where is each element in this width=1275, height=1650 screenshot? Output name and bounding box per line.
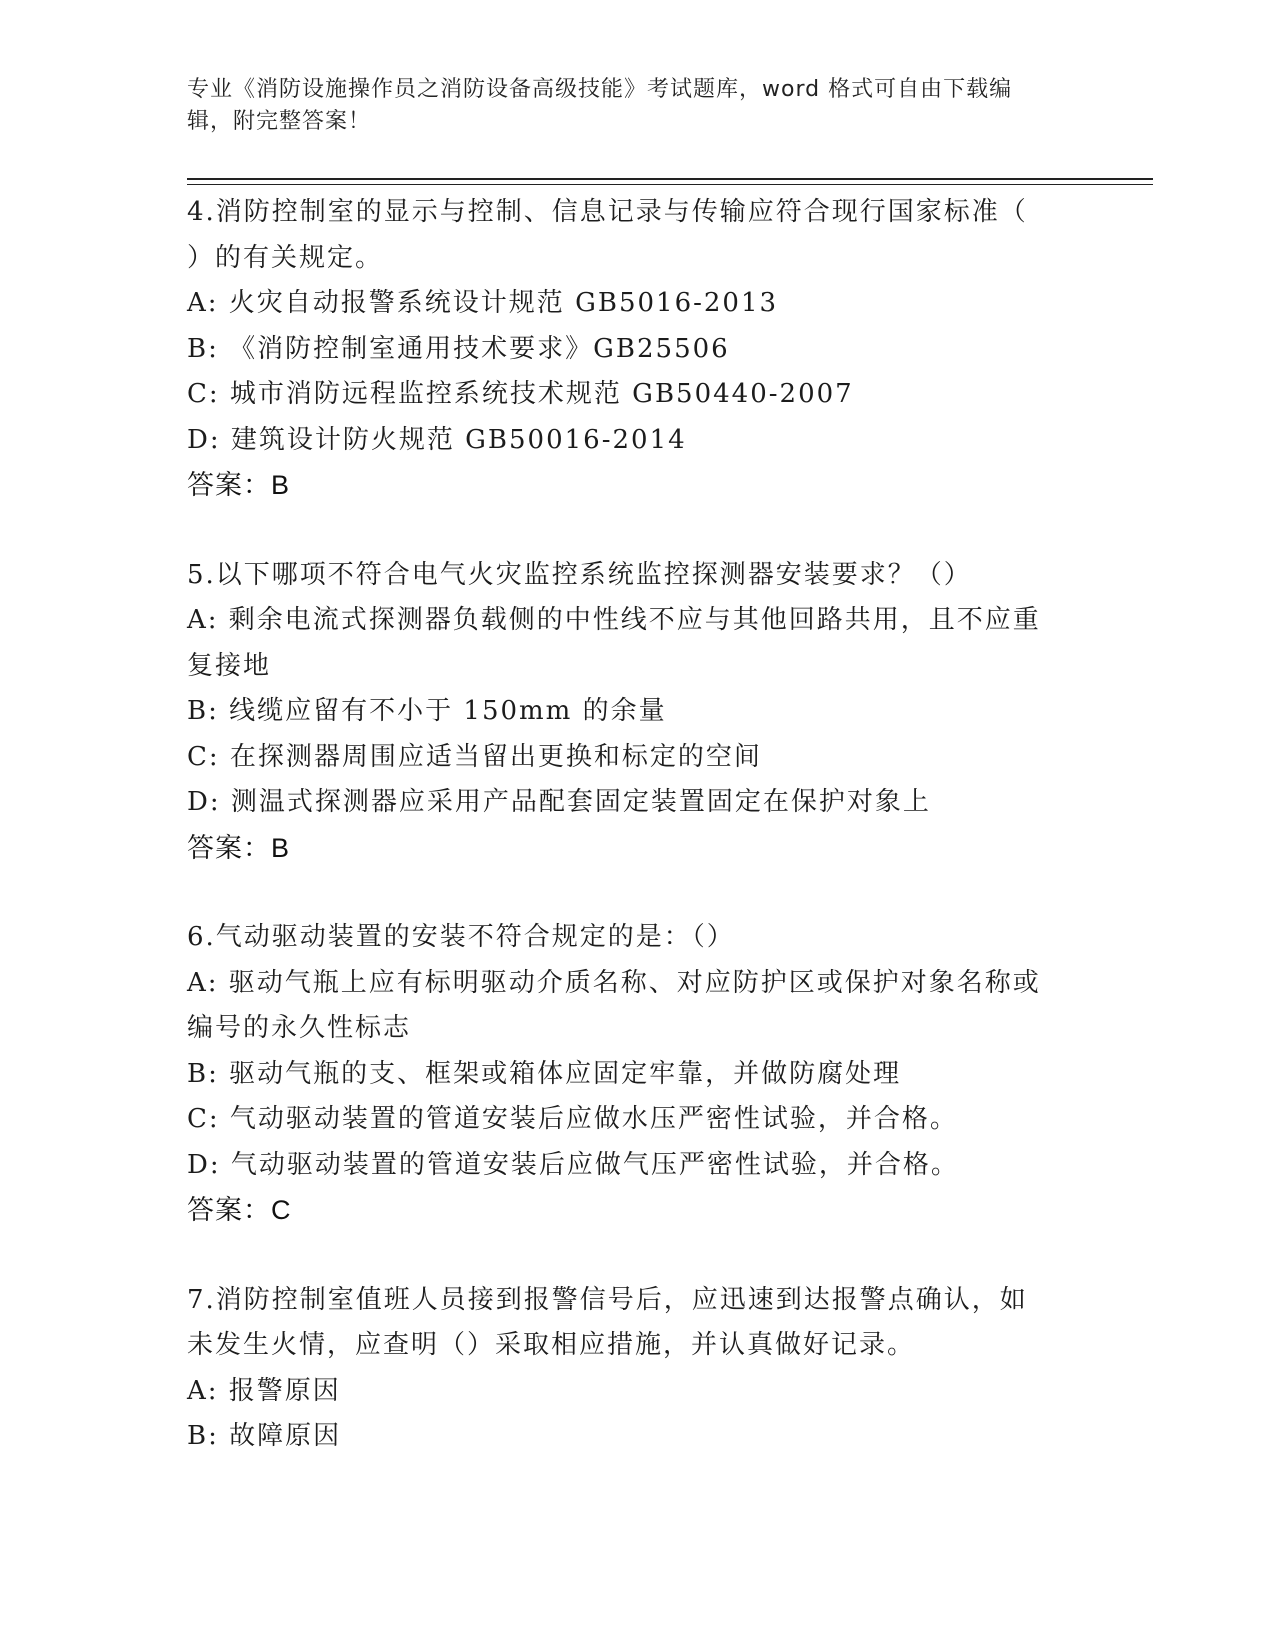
option-line: B: 《消防控制室通用技术要求》GB25506 — [187, 333, 730, 364]
question-stem-line: 4.消防控制室的显示与控制、信息记录与传输应符合现行国家标准（ — [187, 197, 1028, 227]
header-divider-thin — [187, 184, 1153, 185]
option-line: D: 气动驱动装置的管道安装后应做气压严密性试验，并合格。 — [187, 1149, 959, 1180]
option-line: B: 线缆应留有不小于 150mm 的余量 — [187, 696, 667, 726]
header-divider-thick — [187, 178, 1153, 180]
option-line: D: 测温式探测器应采用产品配套固定装置固定在保护对象上 — [187, 787, 931, 817]
header-line-2: 辑，附完整答案！ — [187, 109, 372, 134]
question-block — [187, 1278, 1087, 1460]
question-stem-line: 6.气动驱动装置的安装不符合规定的是：（） — [187, 922, 735, 952]
question-stem-line: 7.消防控制室值班人员接到报警信号后，应迅速到达报警点确认，如 — [187, 1284, 1028, 1315]
document-header — [187, 74, 1067, 138]
question-stem-line: 5.以下哪项不符合电气火灾监控系统监控探测器安装要求？（） — [187, 559, 972, 590]
option-line: 复接地 — [187, 650, 272, 681]
option-line: A: 剩余电流式探测器负载侧的中性线不应与其他回路共用，且不应重 — [187, 605, 1041, 635]
header-line-1: 专业《消防设施操作员之消防设备高级技能》考试题库，word 格式可自由下载编 — [187, 77, 1013, 102]
option-line: B: 故障原因 — [187, 1421, 342, 1451]
option-line: B: 驱动气瓶的支、框架或箱体应固定牢靠，并做防腐处理 — [187, 1058, 902, 1089]
option-line: A: 报警原因 — [187, 1375, 341, 1406]
question-block — [187, 915, 1087, 1234]
option-line: D: 建筑设计防火规范 GB50016-2014 — [187, 424, 687, 455]
option-line: C: 气动驱动装置的管道安装后应做水压严密性试验，并合格。 — [187, 1104, 958, 1134]
answer-line: 答案：C — [187, 1195, 292, 1225]
answer-line: 答案：B — [187, 832, 291, 863]
question-stem-line: 未发生火情，应查明（）采取相应措施，并认真做好记录。 — [187, 1330, 916, 1360]
option-line: A: 驱动气瓶上应有标明驱动介质名称、对应防护区或保护对象名称或 — [187, 967, 1041, 998]
answer-line: 答案：B — [187, 470, 291, 500]
question-block — [187, 190, 1087, 509]
option-line: 编号的永久性标志 — [187, 1013, 412, 1043]
question-stem-line: ）的有关规定。 — [187, 242, 384, 273]
question-list — [187, 190, 1087, 1504]
question-block — [187, 553, 1087, 872]
option-line: A: 火灾自动报警系统设计规范 GB5016-2013 — [187, 288, 779, 318]
option-line: C: 城市消防远程监控系统技术规范 GB50440-2007 — [187, 379, 854, 409]
option-line: C: 在探测器周围应适当留出更换和标定的空间 — [187, 741, 762, 772]
